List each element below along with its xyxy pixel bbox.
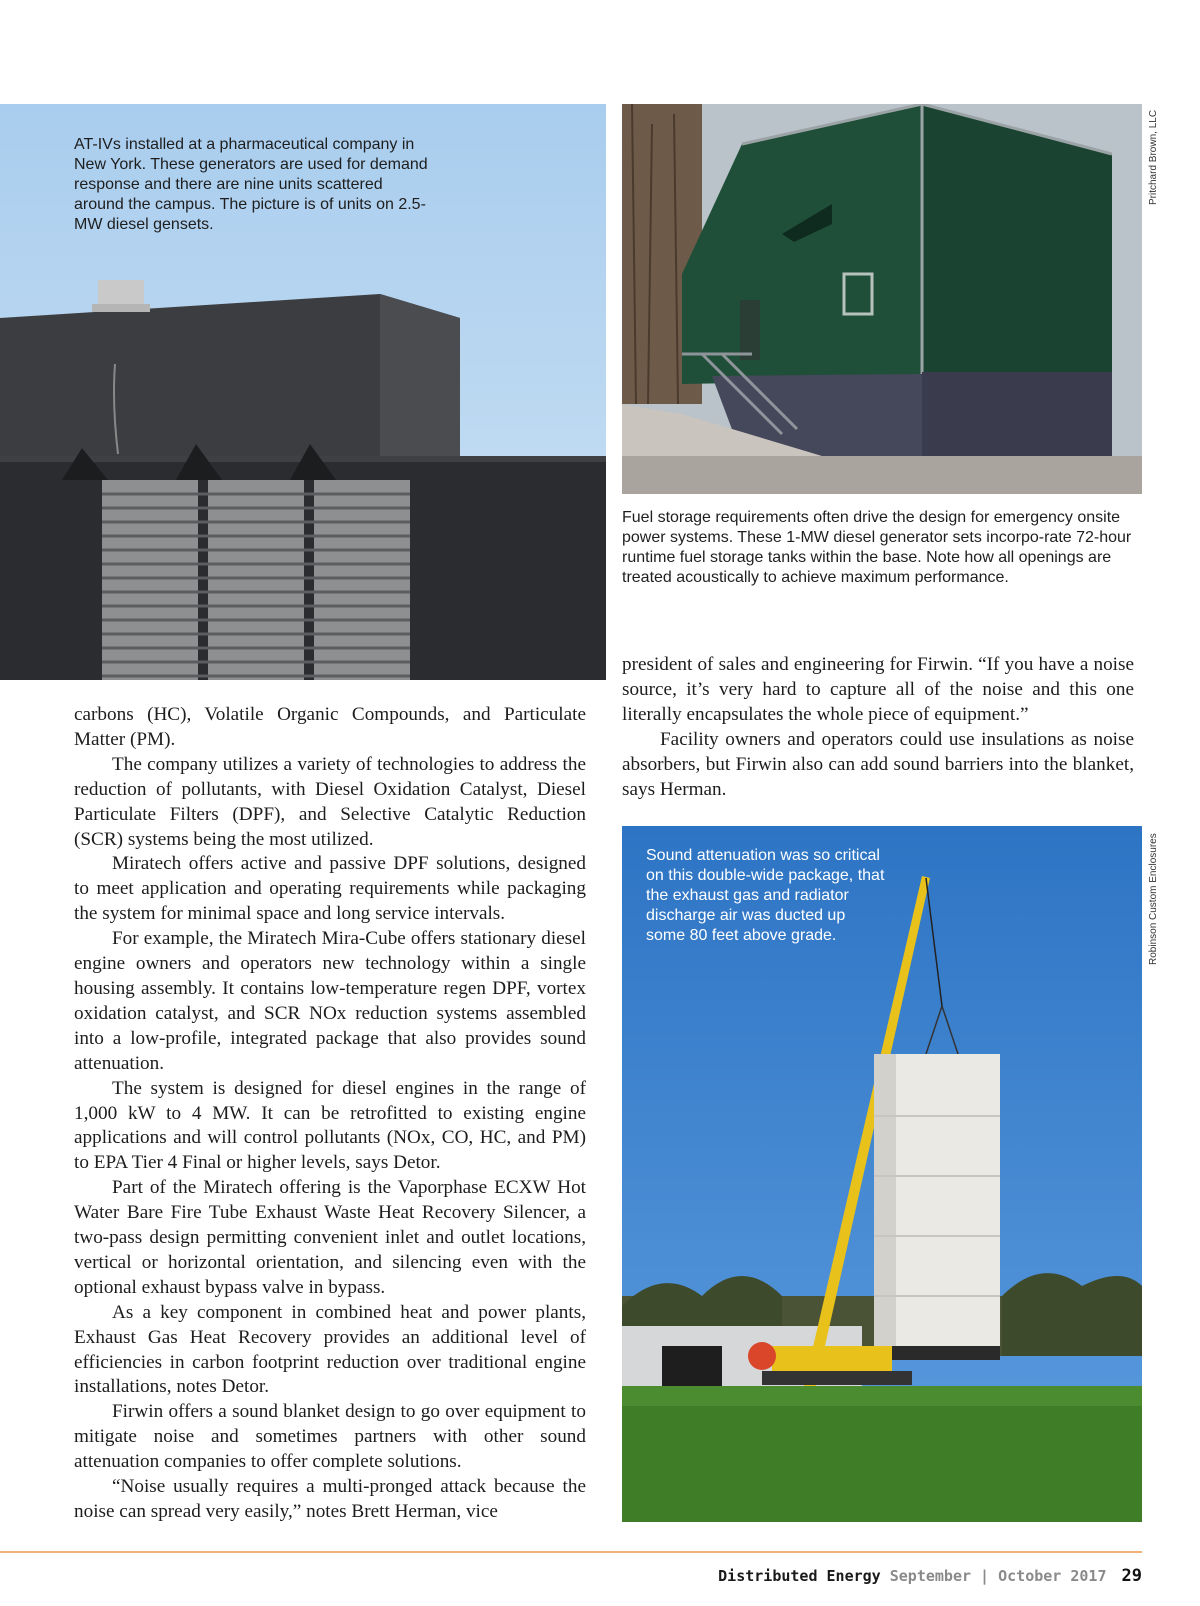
paragraph: The system is designed for diesel engines in the range of 1,000 kW to 4 MW. It can be retrofitted to existing engine applications and will control pollutants (NOx, CO, HC, and PM) to EPA Tier 4 Final or higher levels, says Detor. — [74, 1077, 586, 1174]
paragraph: The company utilizes a variety of technologies to address the reduction of pollutants, with Diesel Oxidation Catalyst, Diesel Particulate Filters (DPF), and Selective Catalytic Reduction (SCR) systems being the most utilized. — [74, 753, 586, 850]
publication-name: Distributed Energy — [718, 1567, 881, 1585]
page-number: 29 — [1121, 1566, 1142, 1586]
photo-credit-robinson: Robinson Custom Enclosures — [1148, 833, 1159, 965]
paragraph: As a key component in combined heat and power plants, Exhaust Gas Heat Recovery provides an additional level of efficiencies in carbon footprint reduction over traditional engine installations, notes Detor. — [74, 1301, 586, 1398]
paragraph: carbons (HC), Volatile Organic Compounds, and Particulate Matter (PM). — [74, 704, 586, 750]
paragraph: Miratech offers active and passive DPF solutions, designed to meet application and operating requirements while packaging the system for minimal space and long service intervals. — [74, 853, 586, 925]
paragraph: For example, the Miratech Mira-Cube offers stationary diesel engine owners and operators new technology within a single housing assembly. It contains low-temperature regen DPF, vortex oxidation catalyst, and SCR NOx reduction systems assembled into a low-profile, integrated package that also provides sound attenuation. — [74, 928, 586, 1074]
photo-caption-sound-attenuation: Sound attenuation was so critical on this double-wide package, that the exhaust gas and radiator discharge air was ducted up some 80 feet above grade. — [646, 847, 885, 944]
paragraph: “Noise usually requires a multi-pronged attack because the noise can spread very easily,” notes Brett Herman, vice — [74, 1476, 586, 1522]
photo-credit-pritchard: Pritchard Brown, LLC — [1148, 109, 1159, 205]
paragraph: Firwin offers a sound blanket design to go over equipment to mitigate noise and sometimes partners with other sound attenuation companies to offer complete solutions. — [74, 1401, 586, 1473]
photo-generator-enclosures — [622, 104, 1142, 494]
body-column-left — [74, 703, 586, 1525]
photo-caption-fuel-storage: Fuel storage requirements often drive the design for emergency onsite power systems. These 1-MW diesel generator sets incorpo-rate 72-hour runtime fuel storage tanks within the base. Note how all openings are treated acoustically to achieve maximum performance. — [622, 509, 1132, 586]
body-column-right — [622, 653, 1134, 802]
page-footer — [718, 1566, 1142, 1586]
footer-rule — [0, 1551, 1142, 1553]
issue-date: September | October 2017 — [889, 1567, 1107, 1585]
paragraph: president of sales and engineering for Firwin. “If you have a noise source, it’s very hard to capture all of the noise and this one literally encapsulates the whole piece of equipment.” — [622, 654, 1134, 725]
photo-caption-at-iv: AT-IVs installed at a pharmaceutical company in New York. These generators are used for demand response and there are nine units scattered around the campus. The picture is of units on 2.5-MW diesel gensets. — [74, 136, 428, 233]
paragraph: Part of the Miratech offering is the Vaporphase ECXW Hot Water Bare Fire Tube Exhaust Waste Heat Recovery Silencer, a two-pass design permitting convenient inlet and outlet locations, vertical or horizontal orientation, and silencing even with the optional exhaust bypass valve in bypass. — [74, 1177, 586, 1298]
paragraph: Facility owners and operators could use insulations as noise absorbers, but Firwin also can add sound barriers into the blanket, says Herman. — [622, 728, 1134, 800]
